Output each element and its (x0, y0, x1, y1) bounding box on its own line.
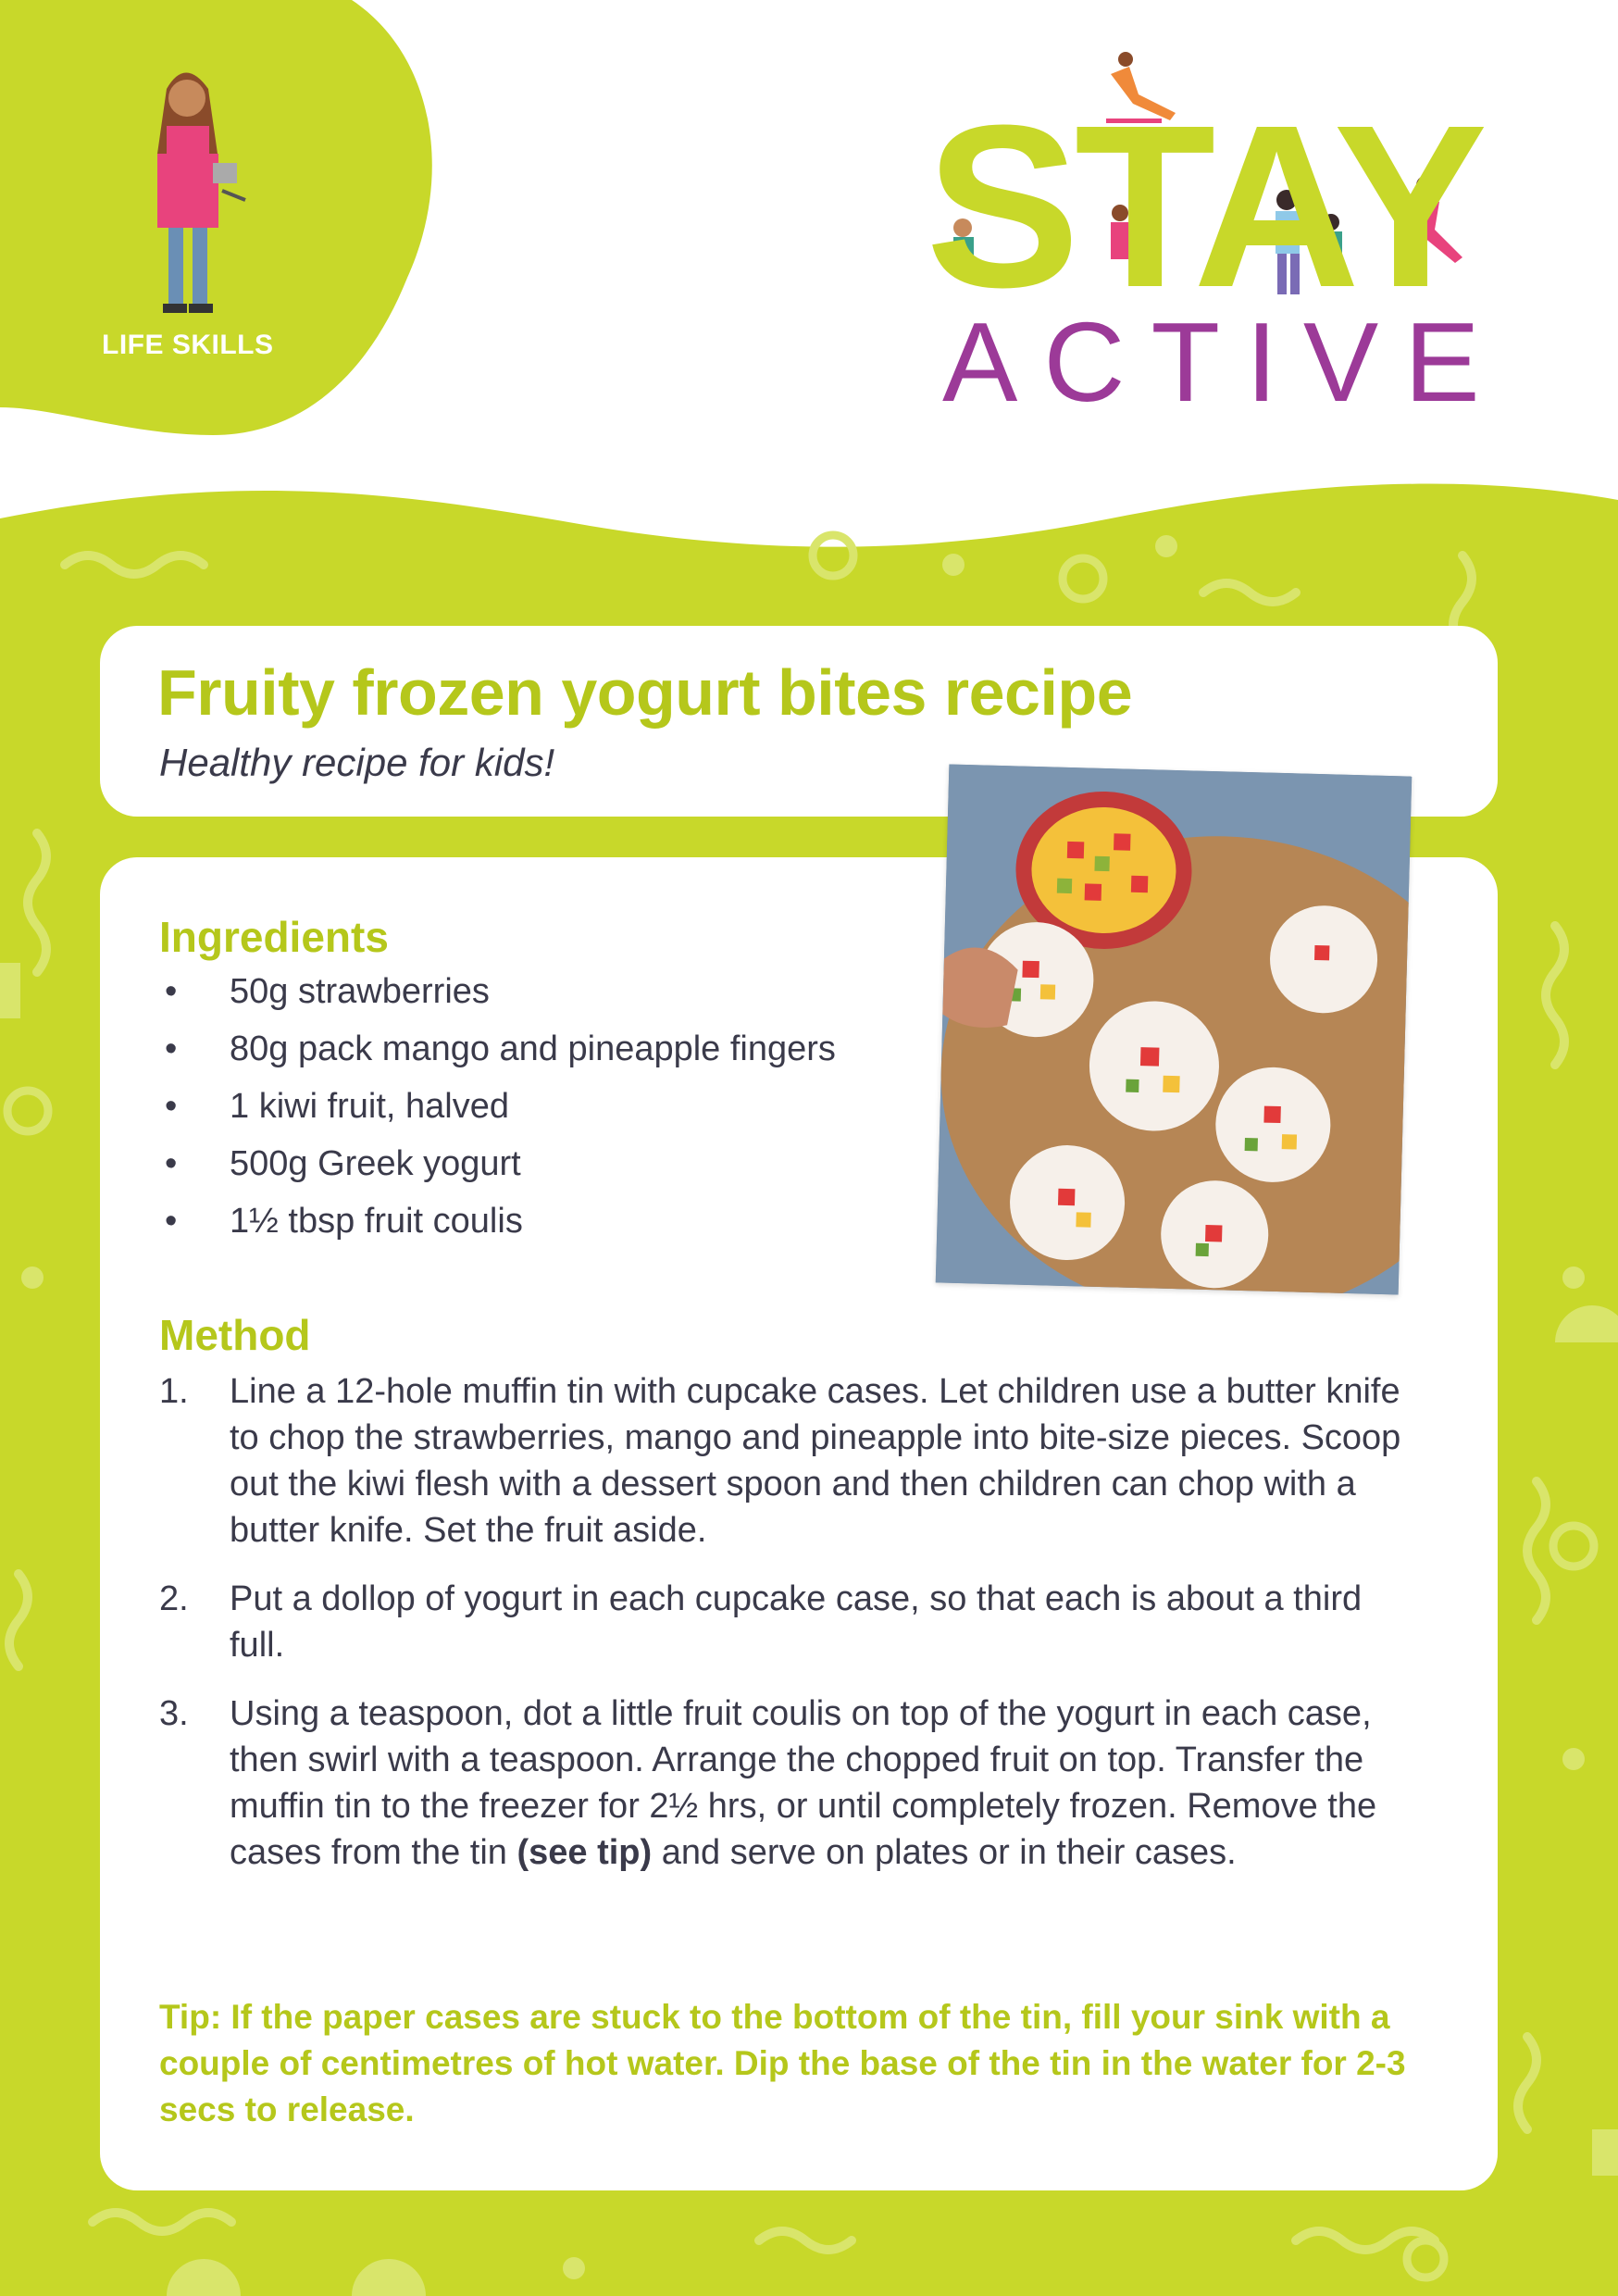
step-text-end: and serve on plates or in their cases. (652, 1833, 1237, 1872)
recipe-photo (936, 765, 1412, 1295)
ingredients-list (159, 970, 836, 1257)
ingredients-heading: Ingredients (159, 913, 389, 961)
tip-text: Tip: If the paper cases are stuck to the bottom of the tin, fill your sink with a couple of centimetres of hot water. Dip the base of the tin in the water for 2-3 secs to release. (159, 1998, 1406, 2128)
chef-illustration (130, 61, 250, 330)
method-step (159, 1368, 1418, 1554)
list-item: • 50g strawberries (165, 972, 490, 1011)
step-text: Put a dollop of yogurt in each cupcake case, so that each is about a third full. (230, 1579, 1363, 1665)
method-step (159, 1576, 1418, 1668)
step-text: Using a teaspoon, dot a little fruit coulis on top of the yogurt in each case, then swirl with a teaspoon. Arrange the chopped fruit on top. Transfer the muffin tin to the freezer for 2½ hrs, or until completely frozen. Remove the cases from the tin (230, 1694, 1377, 1872)
bullet-icon: • (165, 1144, 178, 1183)
logo-stay: STAY (926, 77, 1483, 335)
frozen-yogurt-bites-image (936, 765, 1412, 1295)
list-item: • 80g pack mango and pineapple fingers (165, 1029, 836, 1068)
bullet-icon: • (165, 1029, 178, 1068)
bullet-icon: • (165, 972, 178, 1011)
method-heading: Method (159, 1311, 311, 1359)
bullet-icon: • (165, 1087, 178, 1126)
list-item: • 500g Greek yogurt (165, 1144, 521, 1183)
step-number: 2. (159, 1579, 189, 1618)
step-number: 1. (159, 1372, 189, 1411)
life-skills-badge: LIFE SKILLS (102, 330, 274, 360)
bullet-icon: • (165, 1202, 178, 1241)
step-text: Line a 12-hole muffin tin with cupcake cases. Let children use a butter knife to chop the strawberries, mango and pineapple into bite-size pieces. Scoop out the kiwi flesh with a dessert spoon and then children can chop with a butter knife. Set the fruit aside. (230, 1372, 1401, 1550)
recipe-subtitle: Healthy recipe for kids! (159, 741, 555, 784)
list-item: • 1 kiwi fruit, halved (165, 1087, 510, 1126)
method-step (159, 1691, 1418, 1876)
see-tip-reference: (see tip) (517, 1833, 653, 1872)
method-list (159, 1368, 1418, 1898)
logo-active: ACTIVE (942, 299, 1506, 425)
step-number: 3. (159, 1694, 189, 1733)
recipe-title: Fruity frozen yogurt bites recipe (157, 656, 1133, 729)
list-item: • 1½ tbsp fruit coulis (165, 1202, 523, 1241)
